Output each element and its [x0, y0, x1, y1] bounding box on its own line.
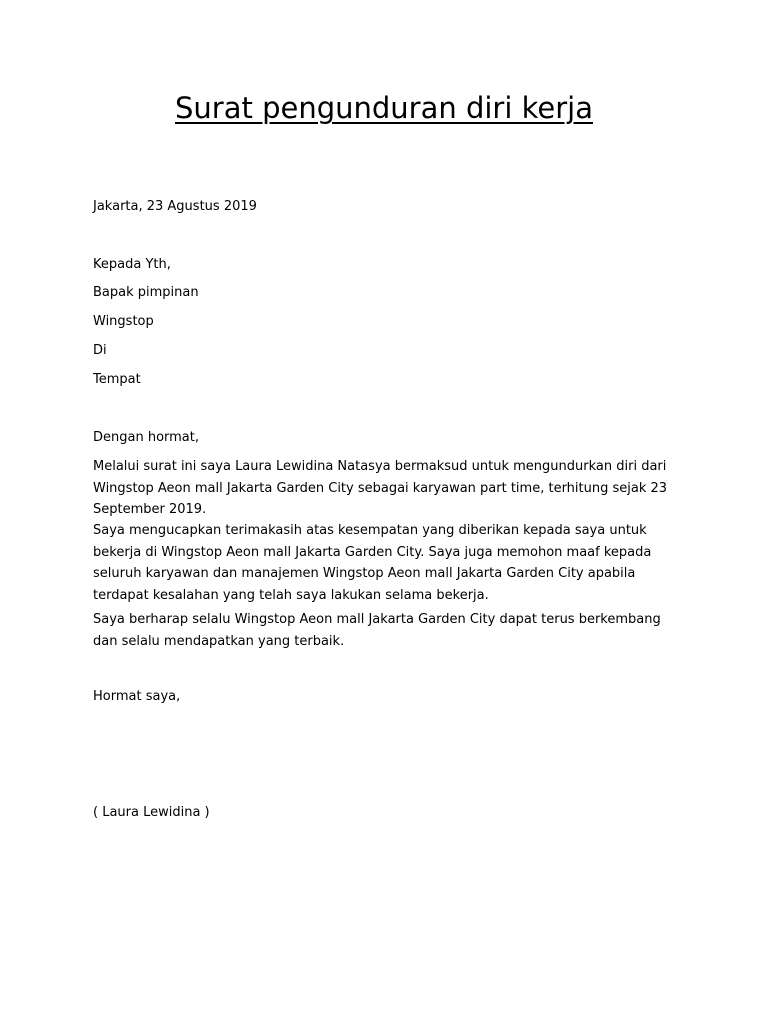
closing: Hormat saya, [93, 689, 181, 704]
signature-name: ( Laura Lewidina ) [93, 805, 210, 820]
paragraph-1-line: Wingstop Aeon mall Jakarta Garden City sebagai karyawan part time, terhitung sejak 23 [93, 480, 668, 496]
recipient-line-3: Wingstop [93, 314, 154, 329]
paragraph-1-line: September 2019. [93, 502, 207, 517]
paragraph-2 [93, 520, 683, 606]
recipient-line-1: Kepada Yth, [93, 257, 171, 272]
recipient-line-2: Bapak pimpinan [93, 285, 199, 300]
recipient-line-5: Tempat [93, 372, 141, 387]
paragraph-3 [93, 609, 683, 652]
paragraph-2-line: terdapat kesalahan yang telah saya lakukan selama bekerja. [93, 587, 489, 603]
paragraph-1 [93, 456, 683, 521]
paragraph-2-line: bekerja di Wingstop Aeon mall Jakarta Garden City. Saya juga memohon maaf kepada [93, 544, 652, 560]
place-date: Jakarta, 23 Agustus 2019 [93, 199, 257, 214]
salutation: Dengan hormat, [93, 430, 200, 445]
paragraph-3-line: Saya berharap selalu Wingstop Aeon mall Jakarta Garden City dapat terus berkembang [93, 612, 661, 627]
page-title: Surat pengunduran diri kerja [175, 91, 593, 125]
recipient-line-4: Di [93, 343, 107, 358]
paragraph-1-line: Melalui surat ini saya Laura Lewidina Natasya bermaksud untuk mengundurkan diri dari [93, 459, 667, 474]
paragraph-2-line: Saya mengucapkan terimakasih atas kesempatan yang diberikan kepada saya untuk [93, 523, 647, 538]
paragraph-3-line: dan selalu mendapatkan yang terbaik. [93, 633, 345, 649]
paragraph-2-line: seluruh karyawan dan manajemen Wingstop Aeon mall Jakarta Garden City apabila [93, 566, 636, 581]
